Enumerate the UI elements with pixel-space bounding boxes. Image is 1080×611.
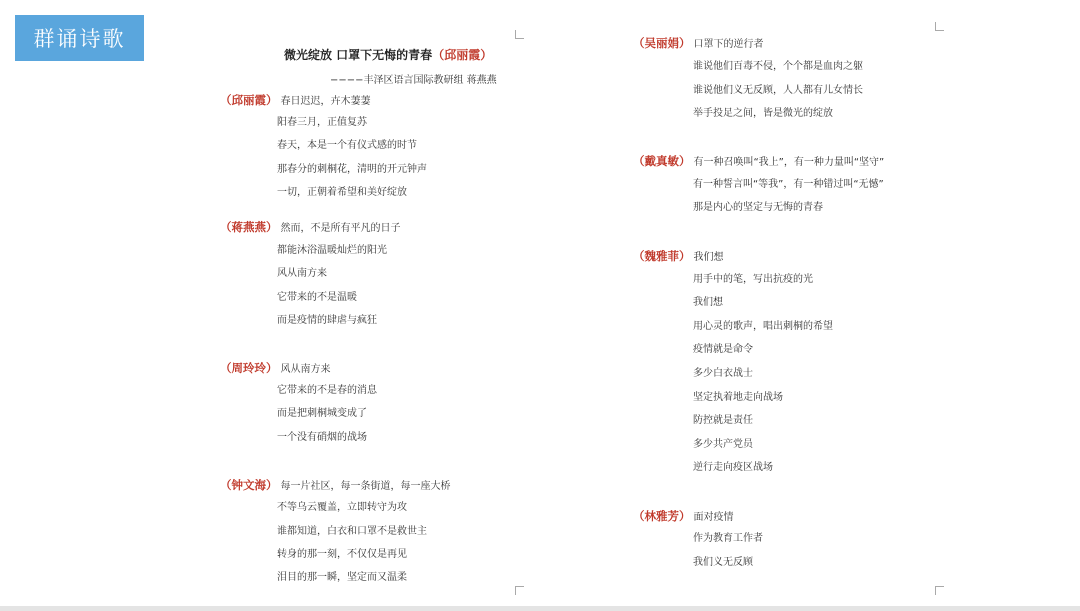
speaker-name: （吴丽娟） <box>633 36 691 50</box>
line-text: 阳春三月，正值复苏 <box>277 117 367 128</box>
line-text: 谁都知道，白衣和口罩不是救世主 <box>277 526 427 537</box>
line-text: 一切，正朝着希望和美好绽放 <box>277 187 407 198</box>
poem-line <box>277 384 377 398</box>
line-text: 然而，不是所有平凡的日子 <box>280 223 401 234</box>
line-text: 我们义无反顾 <box>693 557 753 568</box>
speaker-name: （魏雅菲） <box>633 249 691 263</box>
poem-line <box>693 343 753 357</box>
line-text: 春日迟迟，卉木萋萋 <box>280 96 371 107</box>
speaker-name: （蒋燕燕） <box>220 220 278 234</box>
line-text: 有一种召唤叫“我上”，有一种力量叫“坚守” <box>693 157 885 168</box>
poem-line <box>693 201 823 215</box>
line-text: 谁说他们百毒不侵，个个都是血肉之躯 <box>693 61 863 72</box>
poem-line <box>693 107 833 121</box>
crop-mark-bottom-right <box>935 586 944 595</box>
line-text: 坚定执着地走向战场 <box>693 392 783 403</box>
poem-line <box>220 220 401 236</box>
poem-line <box>633 249 724 265</box>
speaker-name: （邱丽霞） <box>220 93 278 107</box>
line-text: 那春分的刺桐花，清明的开元钟声 <box>277 164 427 175</box>
line-text: 逆行走向疫区战场 <box>693 462 773 473</box>
poem-line <box>277 244 387 258</box>
poem-line <box>277 525 427 539</box>
poem-line <box>633 36 764 52</box>
speaker-name: （周玲玲） <box>220 361 278 375</box>
line-text: 多少共产党员 <box>693 439 753 450</box>
poem-line <box>693 556 753 570</box>
line-text: 用手中的笔，写出抗疫的光 <box>693 274 813 285</box>
line-text: 风从南方来 <box>280 364 331 375</box>
line-text: 我们想 <box>693 297 723 308</box>
poem-line <box>693 532 763 546</box>
poem-line <box>220 478 451 494</box>
poem-line <box>277 116 367 130</box>
line-text: 口罩下的逆行者 <box>693 39 764 50</box>
page-left <box>160 22 520 594</box>
line-text: 春天，本是一个有仪式感的时节 <box>277 140 417 151</box>
line-text: 作为教育工作者 <box>693 533 763 544</box>
poem-line <box>693 438 753 452</box>
line-text: 我们想 <box>693 252 724 263</box>
poem-line <box>633 509 734 525</box>
bottom-scrollbar-track[interactable] <box>0 606 1080 611</box>
line-text: 每一片社区，每一条街道，每一座大桥 <box>280 481 451 492</box>
line-text: 疫情就是命令 <box>693 344 753 355</box>
line-text: 举手投足之间，皆是微光的绽放 <box>693 108 833 119</box>
line-text: 风从南方来 <box>277 268 327 279</box>
line-text: 一个没有硝烟的战场 <box>277 432 367 443</box>
line-text: 泪目的那一瞬，坚定而又温柔 <box>277 572 407 583</box>
speaker-name: （钟文海） <box>220 478 278 492</box>
poem-line <box>220 93 371 109</box>
poem-line <box>220 361 331 377</box>
poem-line <box>277 163 427 177</box>
poem-line <box>693 84 863 98</box>
poem-title <box>284 46 492 63</box>
line-text: 转身的那一刻，不仅仅是再见 <box>277 549 407 560</box>
poem-line <box>277 186 407 200</box>
poem-line <box>277 407 367 421</box>
line-text: 而是疫情的肆虐与疯狂 <box>277 315 377 326</box>
speaker-name: （林雅芳） <box>633 509 691 523</box>
line-text: 用心灵的歌声，唱出刺桐的希望 <box>693 321 833 332</box>
line-text: 有一种誓言叫“等我”，有一种错过叫“无憾” <box>693 179 884 190</box>
poem-line <box>277 291 357 305</box>
line-text: 谁说他们义无反顾，人人都有儿女情长 <box>693 85 863 96</box>
speaker-name: （戴真敏） <box>633 154 691 168</box>
line-text: 面对疫情 <box>693 512 734 523</box>
crop-mark-top-right <box>515 30 524 39</box>
line-text: 它带来的不是春的消息 <box>277 385 377 396</box>
line-text: 防控就是责任 <box>693 415 753 426</box>
poem-line <box>693 273 813 287</box>
poem-line <box>693 414 753 428</box>
poem-line <box>277 548 407 562</box>
line-text: 不等乌云覆盖，立即转守为攻 <box>277 502 407 513</box>
crop-mark-bottom-right <box>515 586 524 595</box>
poem-line <box>633 154 884 170</box>
poem-line <box>277 267 327 281</box>
poem-line <box>693 178 884 192</box>
line-text: 它带来的不是温暖 <box>277 292 357 303</box>
poem-line <box>693 461 773 475</box>
poem-line <box>693 367 753 381</box>
poem-line <box>277 431 367 445</box>
poem-line <box>693 60 863 74</box>
page-right <box>600 22 945 594</box>
poem-title-speaker: （邱丽霞） <box>432 48 493 62</box>
crop-mark-top-right <box>935 22 944 31</box>
poem-author: −−−−丰泽区语言国际教研组 蒋燕燕 <box>330 75 497 86</box>
section-badge: 群诵诗歌 <box>15 15 144 61</box>
line-text: 那是内心的坚定与无悔的青春 <box>693 202 823 213</box>
poem-line <box>277 314 377 328</box>
poem-line <box>693 296 723 310</box>
poem-line <box>277 139 417 153</box>
poem-title-main: 微光绽放 口罩下无悔的青春 <box>284 48 433 62</box>
poem-line <box>693 320 833 334</box>
poem-line <box>277 501 407 515</box>
line-text: 都能沐浴温暖灿烂的阳光 <box>277 245 387 256</box>
poem-line <box>693 391 783 405</box>
line-text: 多少白衣战士 <box>693 368 753 379</box>
poem-line <box>277 571 407 585</box>
line-text: 而是把刺桐城变成了 <box>277 408 367 419</box>
